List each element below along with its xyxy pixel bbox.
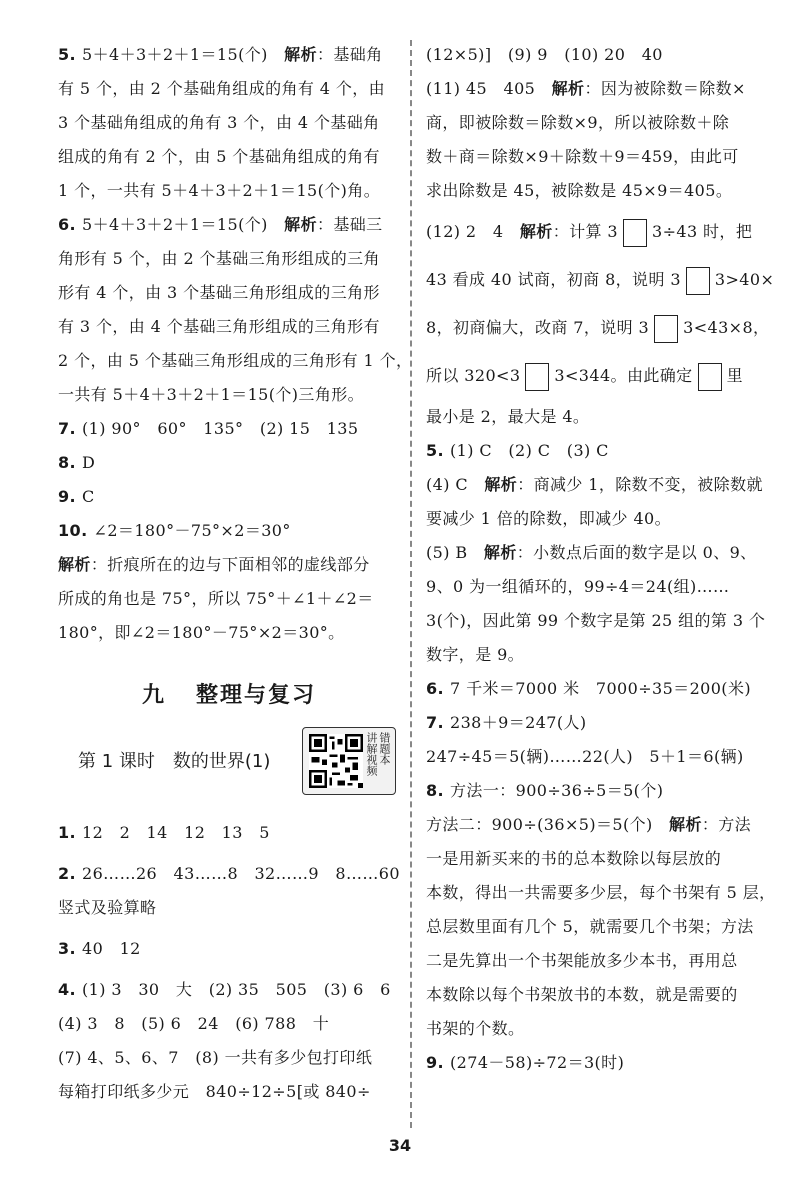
text-line: 数字，是 9。 xyxy=(426,645,525,664)
text-line: 每箱打印纸多少元 840÷12÷5[或 840÷ xyxy=(58,1082,371,1101)
lesson-title: 第 1 课时 数的世界(1) xyxy=(78,751,271,772)
text-line: 180°，即∠2＝180°－75°×2＝30°。 xyxy=(58,623,345,642)
q7-line: 7. (1) 90° 60° 135° (2) 15 135 xyxy=(58,419,359,438)
text-line: 书架的个数。 xyxy=(426,1019,525,1038)
text-line: 9、0 为一组循环的，99÷4＝24(组)…… xyxy=(426,577,730,596)
a3-line: 3. 40 12 xyxy=(58,939,141,958)
left-column xyxy=(58,38,413,1109)
r9-line: 9. (274－58)÷72＝3(时) xyxy=(426,1053,625,1072)
right-column xyxy=(426,38,776,1080)
a4-line: 4. (1) 3 30 大 (2) 35 505 (3) 6 6 xyxy=(58,980,391,999)
r8-line: 8. 方法一：900÷36÷5＝5(个) xyxy=(426,781,664,800)
text-line: (12×5)] (9) 9 (10) 20 40 xyxy=(426,45,663,64)
a12-line4: 所以 320<3 3<344。由此确定 里 xyxy=(426,352,766,400)
blank-box xyxy=(698,363,722,391)
a12-line3: 8，初商偏大，改商 7，说明 3 3<43×8， xyxy=(426,304,766,352)
text-line: 形有 4 个，由 3 个基础三角形组成的三角形 xyxy=(58,283,380,302)
lesson-header xyxy=(58,727,400,797)
text-line: 本数除以每个书架放书的本数，就是需要的 xyxy=(426,985,738,1004)
a1-line: 1. 12 2 14 12 13 5 xyxy=(58,823,270,842)
text-line: 一共有 5＋4＋3＋2＋1＝15(个)三角形。 xyxy=(58,385,365,404)
r5-line: 5. (1) C (2) C (3) C xyxy=(426,441,609,460)
a12-line: (12) 2 4 解析：计算 3 3÷43 时，把 xyxy=(426,208,766,256)
text-line: 2 个，由 5 个基础三角形组成的三角形有 1 个， xyxy=(58,351,413,370)
q6-line: 6. 5＋4＋3＋2＋1＝15(个) 解析：基础三 xyxy=(58,215,383,234)
blank-box xyxy=(686,267,710,295)
qr-label: 讲解视频 错题本 xyxy=(365,732,391,776)
text-line: 最小是 2，最大是 4。 xyxy=(426,407,590,426)
text-line: 数＋商＝除数×9＋除数＋9＝459，由此可 xyxy=(426,147,739,166)
text-line: 有 5 个，由 2 个基础角组成的角有 4 个，由 xyxy=(58,79,386,98)
q10-analysis: 解析：折痕所在的边与下面相邻的虚线部分 xyxy=(58,555,370,574)
text-line: 竖式及验算略 xyxy=(58,898,157,917)
q9-line: 9. C xyxy=(58,487,95,506)
r7-line: 7. 238＋9＝247(人) xyxy=(426,713,587,732)
r6-line: 6. 7 千米＝7000 米 7000÷35＝200(米) xyxy=(426,679,751,698)
text-line: 商，即被除数＝除数×9，所以被除数＋除 xyxy=(426,113,730,132)
text-line: 求出除数是 45，被除数是 45×9＝405。 xyxy=(426,181,733,200)
a12-line2: 43 看成 40 试商，初商 8，说明 3 3>40× xyxy=(426,256,766,304)
r5-4-line: (4) C 解析：商减少 1，除数不变，被除数就 xyxy=(426,475,763,494)
qr-code-icon[interactable] xyxy=(309,734,363,788)
blank-box xyxy=(654,315,678,343)
text-line: 本数，得出一共需要多少层，每个书架有 5 层， xyxy=(426,883,776,902)
a11-line: (11) 45 405 解析：因为被除数＝除数× xyxy=(426,79,746,98)
text-line: 所成的角也是 75°，所以 75°＋∠1＋∠2＝ xyxy=(58,589,374,608)
blank-box xyxy=(525,363,549,391)
unit-title: 九 整理与复习 xyxy=(141,683,317,708)
text-line: 组成的角有 2 个，由 5 个基础角组成的角有 xyxy=(58,147,380,166)
text-line: 一是用新买来的书的总本数除以每层放的 xyxy=(426,849,722,868)
q8-line: 8. D xyxy=(58,453,96,472)
r5-5-line: (5) B 解析：小数点后面的数字是以 0、9、 xyxy=(426,543,757,562)
text-line: 247÷45＝5(辆)……22(人) 5＋1＝6(辆) xyxy=(426,747,744,766)
q5-line: 5. 5＋4＋3＋2＋1＝15(个) 解析：基础角 xyxy=(58,45,383,64)
text-line: 1 个，一共有 5＋4＋3＋2＋1＝15(个)角。 xyxy=(58,181,381,200)
text-line: 要减少 1 倍的除数，即减少 40。 xyxy=(426,509,671,528)
text-line: (7) 4、5、6、7 (8) 一共有多少包打印纸 xyxy=(58,1048,373,1067)
qr-code-panel[interactable] xyxy=(302,727,396,795)
text-line: 3(个)，因此第 99 个数字是第 25 组的第 3 个 xyxy=(426,611,766,630)
text-line: 总层数里面有几个 5，就需要几个书架；方法 xyxy=(426,917,754,936)
a2-line: 2. 26……26 43……8 32……9 8……60 xyxy=(58,864,400,883)
q10-line: 10. ∠2＝180°－75°×2＝30° xyxy=(58,521,291,540)
text-line: 3 个基础角组成的角有 3 个，由 4 个基础角 xyxy=(58,113,380,132)
column-divider xyxy=(410,40,412,1128)
text-line: 有 3 个，由 4 个基础三角形组成的三角形有 xyxy=(58,317,380,336)
text-line: (4) 3 8 (5) 6 24 (6) 788 十 xyxy=(58,1014,330,1033)
page-number: 34 xyxy=(388,1136,412,1155)
text-line: 二是先算出一个书架能放多少本书，再用总 xyxy=(426,951,738,970)
blank-box xyxy=(623,219,647,247)
r8-method2: 方法二：900÷(36×5)＝5(个) 解析：方法 xyxy=(426,815,752,834)
text-line: 角形有 5 个，由 2 个基础三角形组成的三角 xyxy=(58,249,380,268)
